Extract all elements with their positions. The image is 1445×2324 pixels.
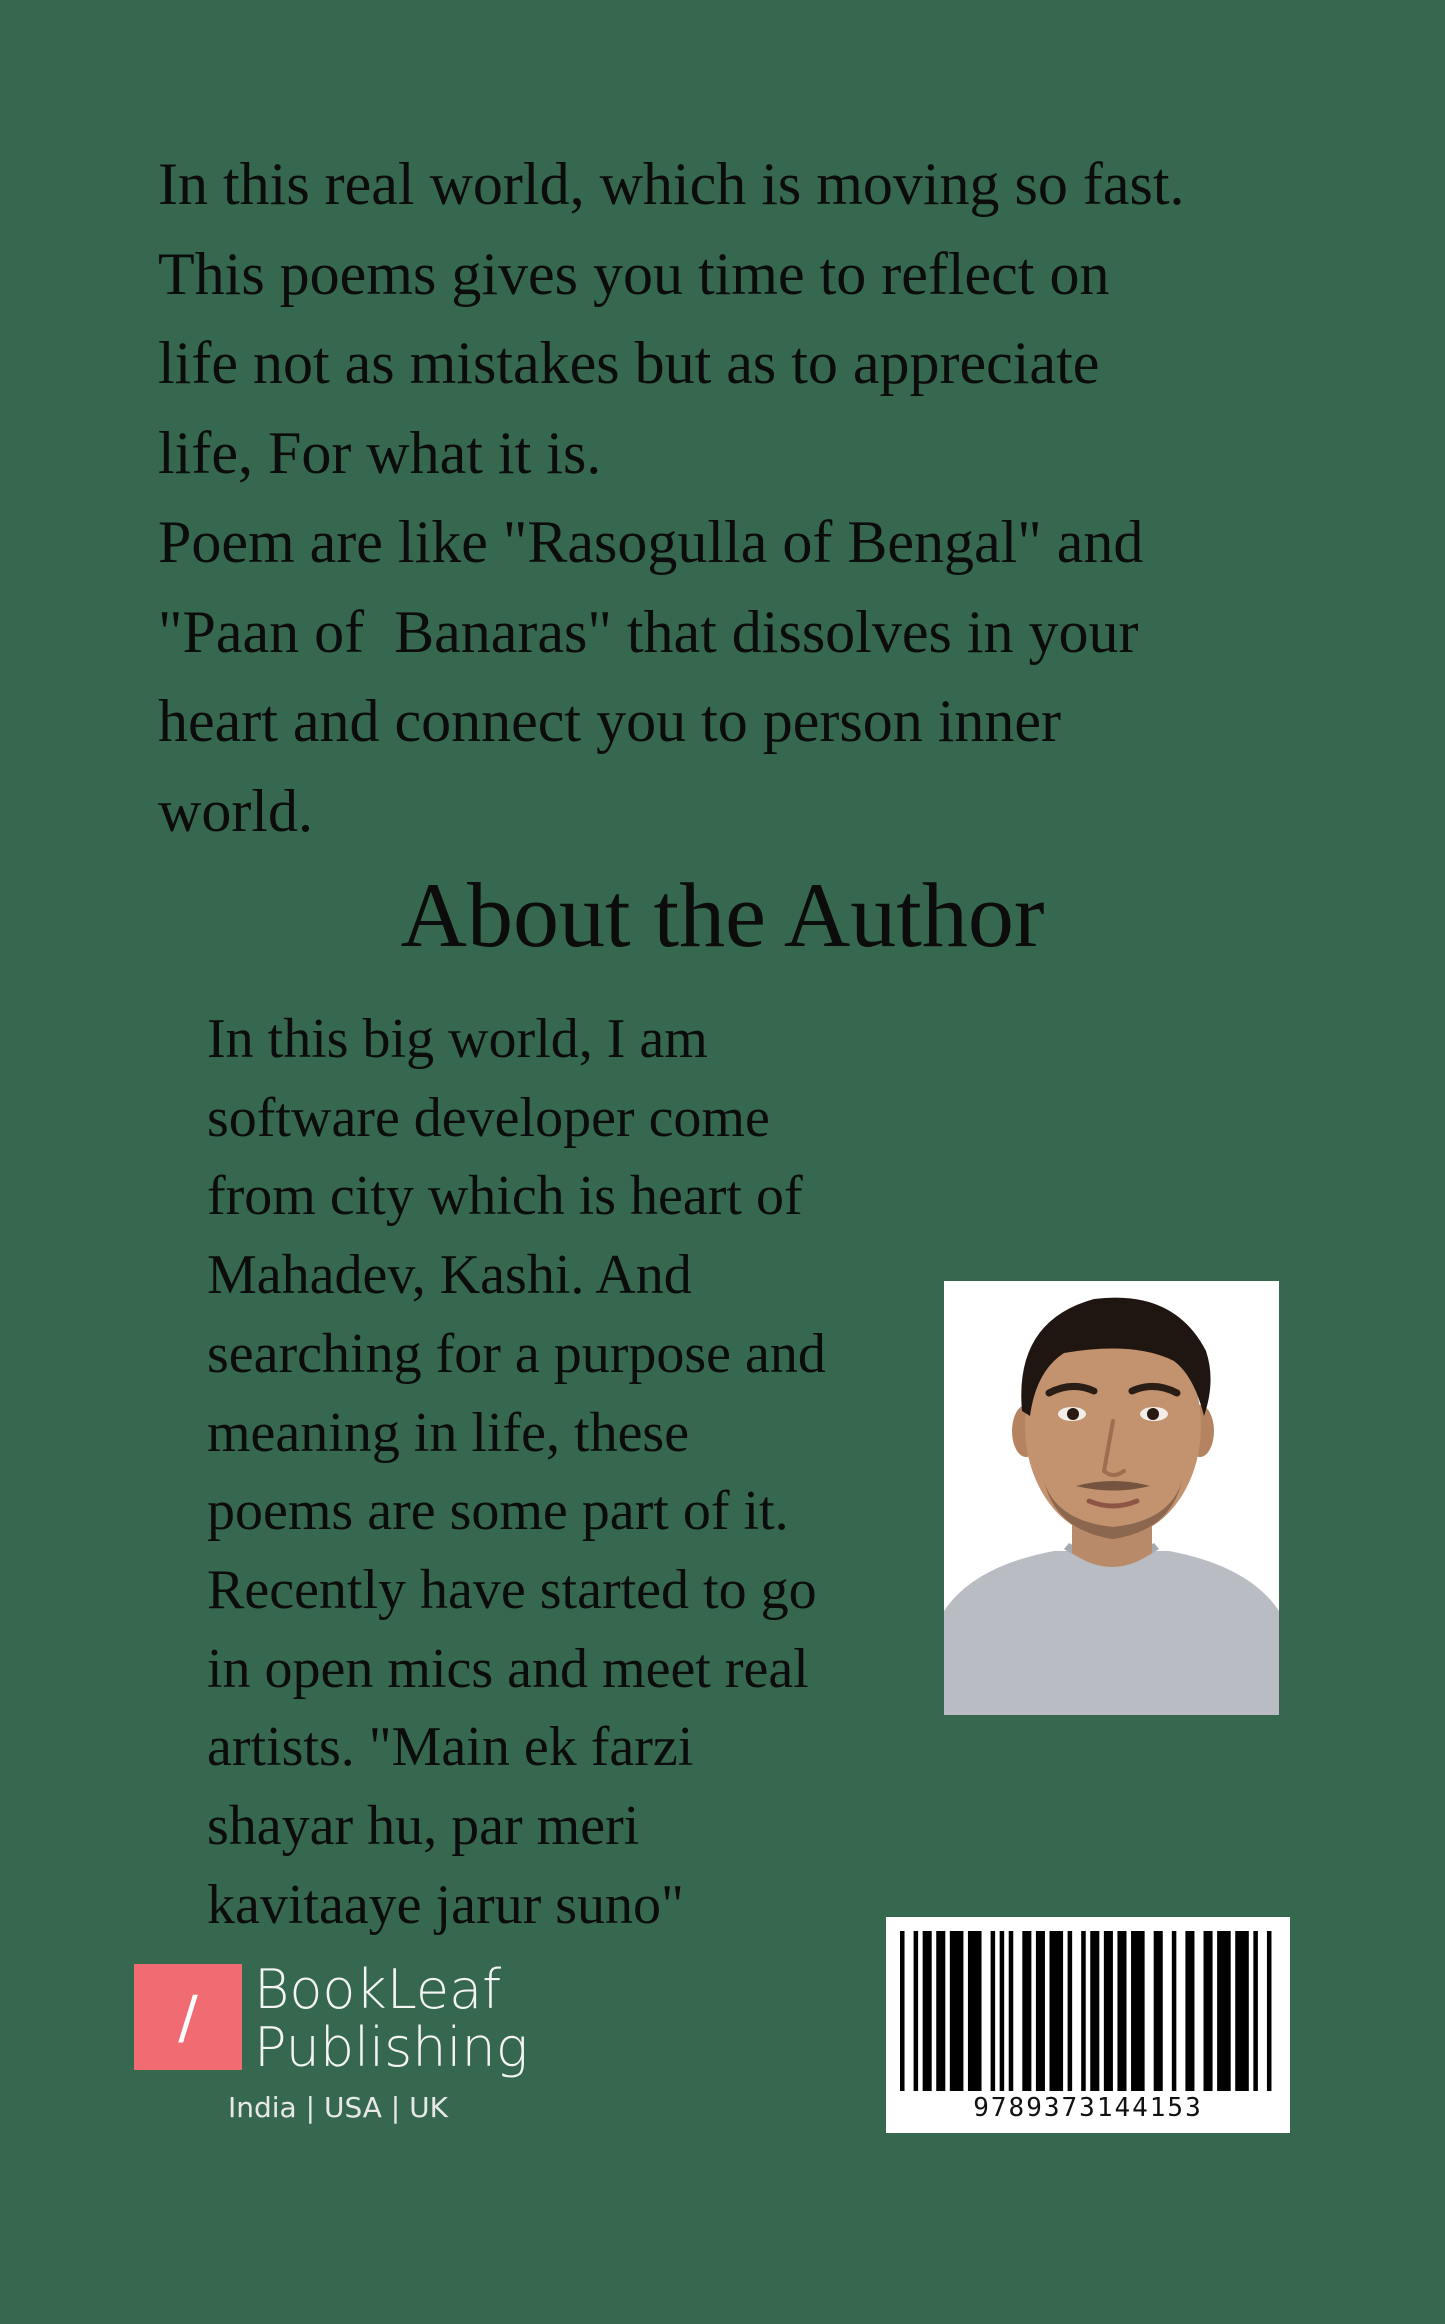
publisher-name-line1: BookLeaf	[254, 1958, 502, 2021]
blurb-line: life, For what it is.	[158, 419, 602, 486]
bio-line: Mahadev, Kashi. And	[207, 1244, 692, 1307]
bio-line: shayar hu, par meri	[207, 1795, 640, 1858]
blurb-line: world.	[158, 777, 313, 844]
barcode-bar	[1000, 1931, 1005, 2091]
publisher-block	[134, 1960, 554, 2140]
bio-line: from city which is heart of	[207, 1165, 803, 1228]
barcode-bar	[900, 1931, 905, 2091]
bio-line: meaning in life, these	[207, 1401, 690, 1464]
barcode-bar	[914, 1931, 919, 2091]
blurb-line: heart and connect you to person inner	[158, 688, 1062, 754]
barcode-bar	[968, 1931, 982, 2091]
barcode-bar	[1185, 1931, 1194, 2091]
barcode-bar	[1068, 1931, 1073, 2091]
bio-line: artists. "Main ek farzi	[207, 1716, 694, 1779]
barcode-bar	[1154, 1931, 1163, 2091]
barcode-bar	[1131, 1931, 1145, 2091]
barcode-bar	[936, 1931, 945, 2091]
isbn-number: 9789373144153	[973, 2093, 1203, 2123]
barcode-bar	[1267, 1931, 1272, 2091]
blurb-line: In this real world, which is moving so fast.	[158, 151, 1185, 217]
barcode-bar	[1081, 1931, 1086, 2091]
barcode-bar	[991, 1931, 996, 2091]
blurb-line: Poem are like "Rasogulla of Bengal" and	[158, 509, 1144, 575]
author-bio	[207, 1000, 927, 1944]
barcode-bar	[1090, 1931, 1099, 2091]
barcode-bar	[1253, 1931, 1258, 2091]
back-cover-blurb	[158, 140, 1358, 856]
barcode-bar	[950, 1931, 964, 2091]
bookleaf-logo-mark: /	[134, 1964, 242, 2070]
author-portrait-illustration	[944, 1281, 1279, 1715]
barcode-bar	[1022, 1931, 1031, 2091]
barcode-bar	[923, 1931, 932, 2091]
barcode-bars	[900, 1931, 1276, 2091]
blurb-line: life not as mistakes but as to appreciate	[158, 330, 1100, 396]
barcode-bar	[1235, 1931, 1249, 2091]
barcode-bar	[1009, 1931, 1014, 2091]
blurb-line: This poems gives you time to reflect on	[158, 240, 1110, 307]
barcode-bar	[1172, 1931, 1177, 2091]
barcode-bar	[1049, 1931, 1063, 2091]
barcode-bar	[1036, 1931, 1045, 2091]
bio-line: poems are some part of it.	[207, 1480, 789, 1543]
barcode-bar	[1117, 1931, 1126, 2091]
isbn-barcode	[886, 1917, 1290, 2133]
bio-line: Recently have started to go	[207, 1558, 817, 1621]
bio-line: In this big world, I am	[207, 1008, 708, 1070]
about-author-heading: About the Author	[400, 864, 1045, 966]
barcode-bar	[1217, 1931, 1231, 2091]
bio-line: in open mics and meet real	[207, 1637, 809, 1700]
blurb-line: "Paan of Banaras" that dissolves in your	[158, 598, 1139, 665]
author-photo	[944, 1281, 1279, 1715]
barcode-bar	[1204, 1931, 1213, 2091]
bio-line: software developer come	[207, 1086, 770, 1149]
publisher-regions: India | USA | UK	[228, 2091, 448, 2124]
barcode-bar	[1104, 1931, 1113, 2091]
publisher-name-line2: Publishing	[254, 2016, 529, 2079]
bio-line: searching for a purpose and	[207, 1322, 826, 1385]
bio-line: kavitaaye jarur suno"	[207, 1873, 684, 1936]
